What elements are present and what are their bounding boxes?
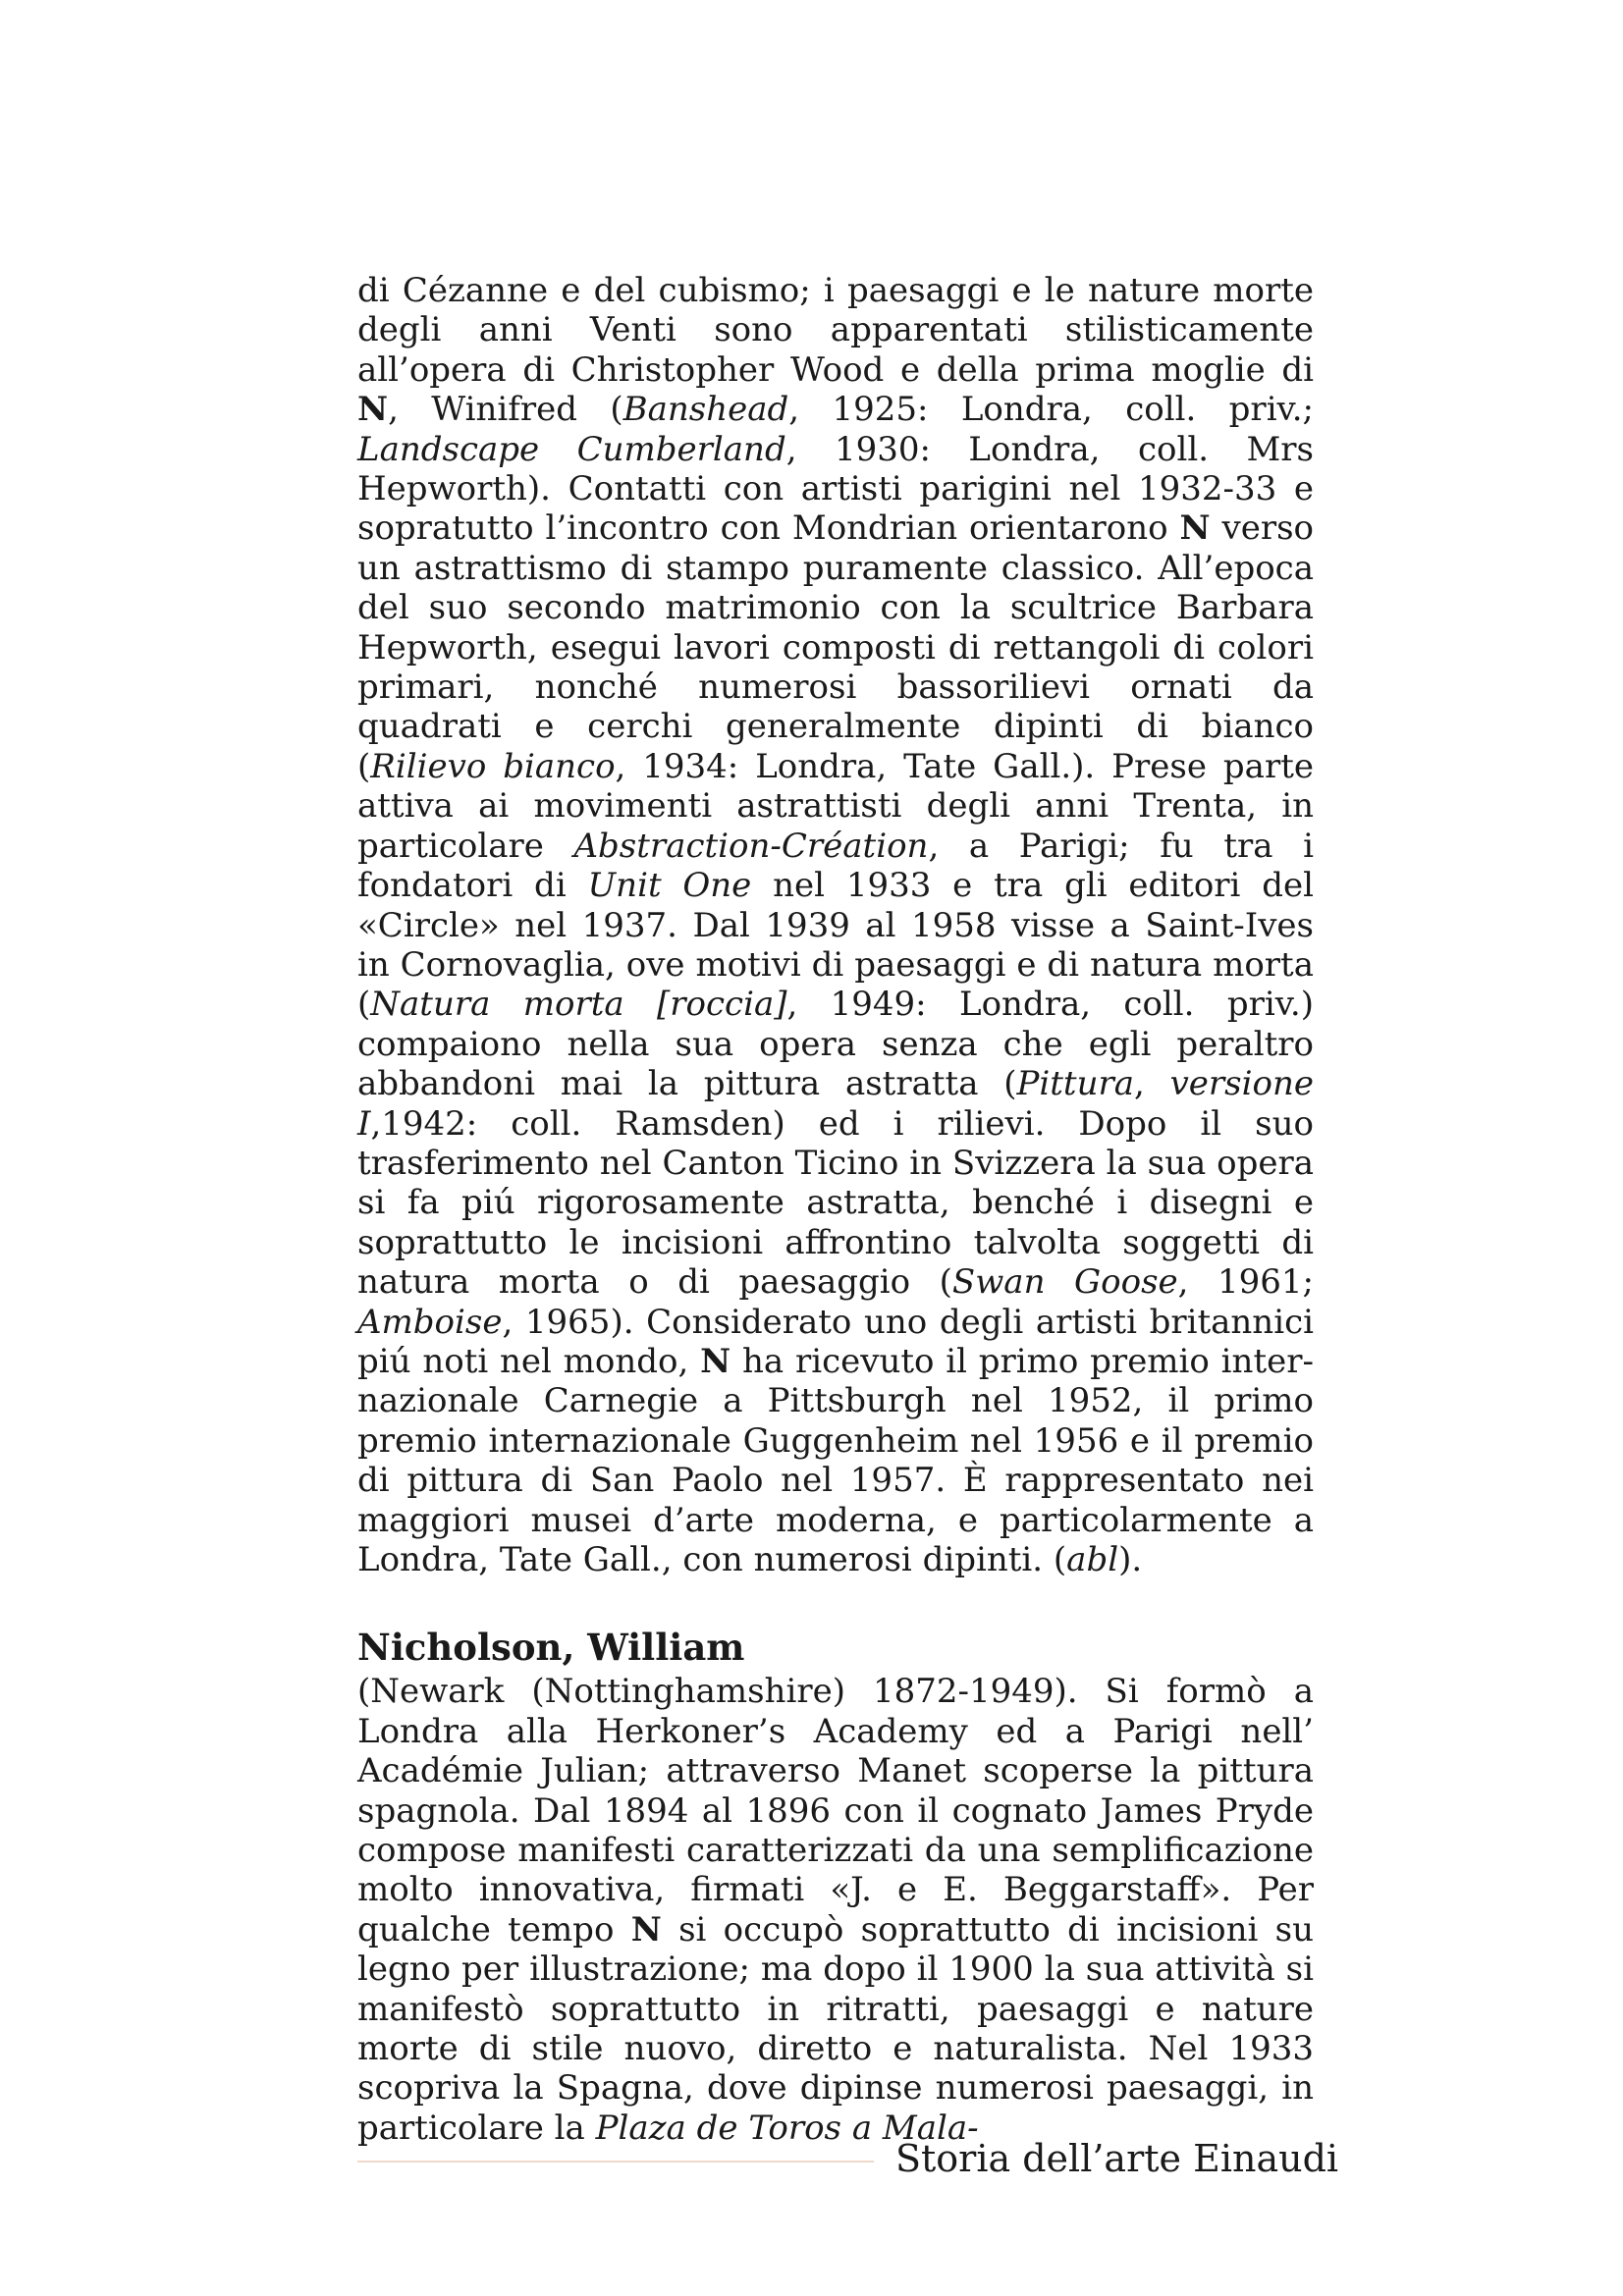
artwork-title: Banshead [622, 390, 789, 430]
text-segment: , a Parigi; fu tra i fondatori di [357, 826, 1314, 906]
artwork-title: Rilievo bianco [370, 746, 616, 786]
text-column [357, 271, 1314, 2148]
text-segment: , 1949: Londra, coll. priv.) compaiono nella sua opera senza che egli peraltro abbandoni mai la pittura astratta ( [357, 985, 1314, 1104]
group-name: Unit One [587, 866, 752, 906]
text-segment: , 1965). Considerato uno degli artisti britannici piú noti nel mondo, [357, 1302, 1314, 1381]
bold-initial: N [357, 390, 389, 430]
entry-paragraph [357, 1672, 1314, 2148]
text-segment: , 1925: Londra, coll. priv.; [788, 390, 1314, 430]
bold-initial: N [700, 1341, 731, 1381]
text-segment: , Winifred ( [388, 390, 623, 430]
movement-name: Abstraction-Création [573, 826, 929, 866]
artwork-title: versione I [357, 1064, 1314, 1144]
text-segment: nel 1933 e tra gli editori del «Circle» nel 1937. Dal 1939 al 1958 visse a Saint-Ives in Cornovaglia, ove motivi di paesaggi e di natura morta ( [357, 866, 1314, 1025]
continued-entry-paragraph [357, 271, 1314, 1579]
text-segment: (Newark (Nottinghamshire) 1872-1949). Si formò a Londra alla Herkoner’s Academy ed a Parigi nell’ Académie Julian; attraverso Manet scoperse la pittura spagnola. Dal 1894 al 1896 con il cognato James Pryde compose manifesti caratterizzati da una semplificazione molto innovativa, firmati «J. e E. Beggarstaff». Per qualche tempo [357, 1672, 1314, 1949]
artwork-title: Plaza de Toros a Mala- [595, 2108, 979, 2148]
text-segment: si occupò soprattutto di incisioni su legno per illustrazione; ma dopo il 1900 la sua attività si manifestò soprattutto in ritratti, paesaggi e nature morte di stile nuovo, diretto e naturalista. Nel 1933 scopriva la Spagna, dove dipinse numerosi paesaggi, in particolare la [357, 1909, 1314, 2148]
artwork-title: Amboise [357, 1302, 503, 1342]
text-segment: , [1134, 1064, 1170, 1104]
text-segment: ). [1118, 1540, 1143, 1579]
text-segment: , 1961; [1177, 1262, 1314, 1303]
text-segment: verso un astrattismo di stampo puramente classico. All’epoca del suo secondo matrimonio con la scultrice Barbara Hepworth, esegui lavori composti di rettangoli di colori primari, nonché numerosi bassorilievi ornati da quadrati e cerchi generalmente dipinti di bianco ( [357, 508, 1314, 786]
author-initials: abl [1066, 1540, 1119, 1579]
text-segment: ,1942: coll. Ramsden) ed i rilievi. Dopo il suo trasferimento nel Canton Ticino in Svizzera la sua opera si fa piú rigorosamente astratta, benché i disegni e soprattutto le incisioni affrontino talvolta soggetti di natura morta o di paesaggio ( [357, 1103, 1314, 1303]
artwork-title: Pittura [1016, 1064, 1134, 1104]
artwork-title: Landscape Cumberland [357, 429, 786, 469]
text-segment: ha ricevuto il primo premio internazionale Carnegie a Pittsburgh nel 1952, il primo premio internazionale Guggenheim nel 1956 e il premio di pittura di San Paolo nel 1957. È rappresentato nei maggiori musei d’arte moderna, e particolarmente a Londra, Tate Gall., con numerosi dipinti. ( [357, 1341, 1314, 1579]
bold-initial: N [630, 1909, 662, 1949]
entry-heading: Nicholson, William [357, 1626, 745, 1670]
text-segment: di Cézanne e del cubismo; i paesaggi e le nature morte degli anni Venti sono apparentati stilisticamente all’opera di Christopher Wood e della prima moglie di [357, 271, 1314, 390]
text-segment: , 1934: Londra, Tate Gall.). Prese parte attiva ai movimenti astrattisti degli anni Trenta, in particolare [357, 746, 1314, 866]
artwork-title: Swan Goose [951, 1262, 1178, 1303]
artwork-title: Natura morta [roccia] [370, 985, 787, 1025]
text-segment: , 1930: Londra, coll. Mrs Hepworth). Contatti con artisti parigini nel 1932-33 e sopratutto l’incontro con Mondrian orientarono [357, 429, 1314, 549]
bold-initial: N [1179, 508, 1211, 549]
footer-rule [357, 2161, 874, 2163]
footer-title: Storia dell’arte Einaudi [895, 2137, 1339, 2180]
